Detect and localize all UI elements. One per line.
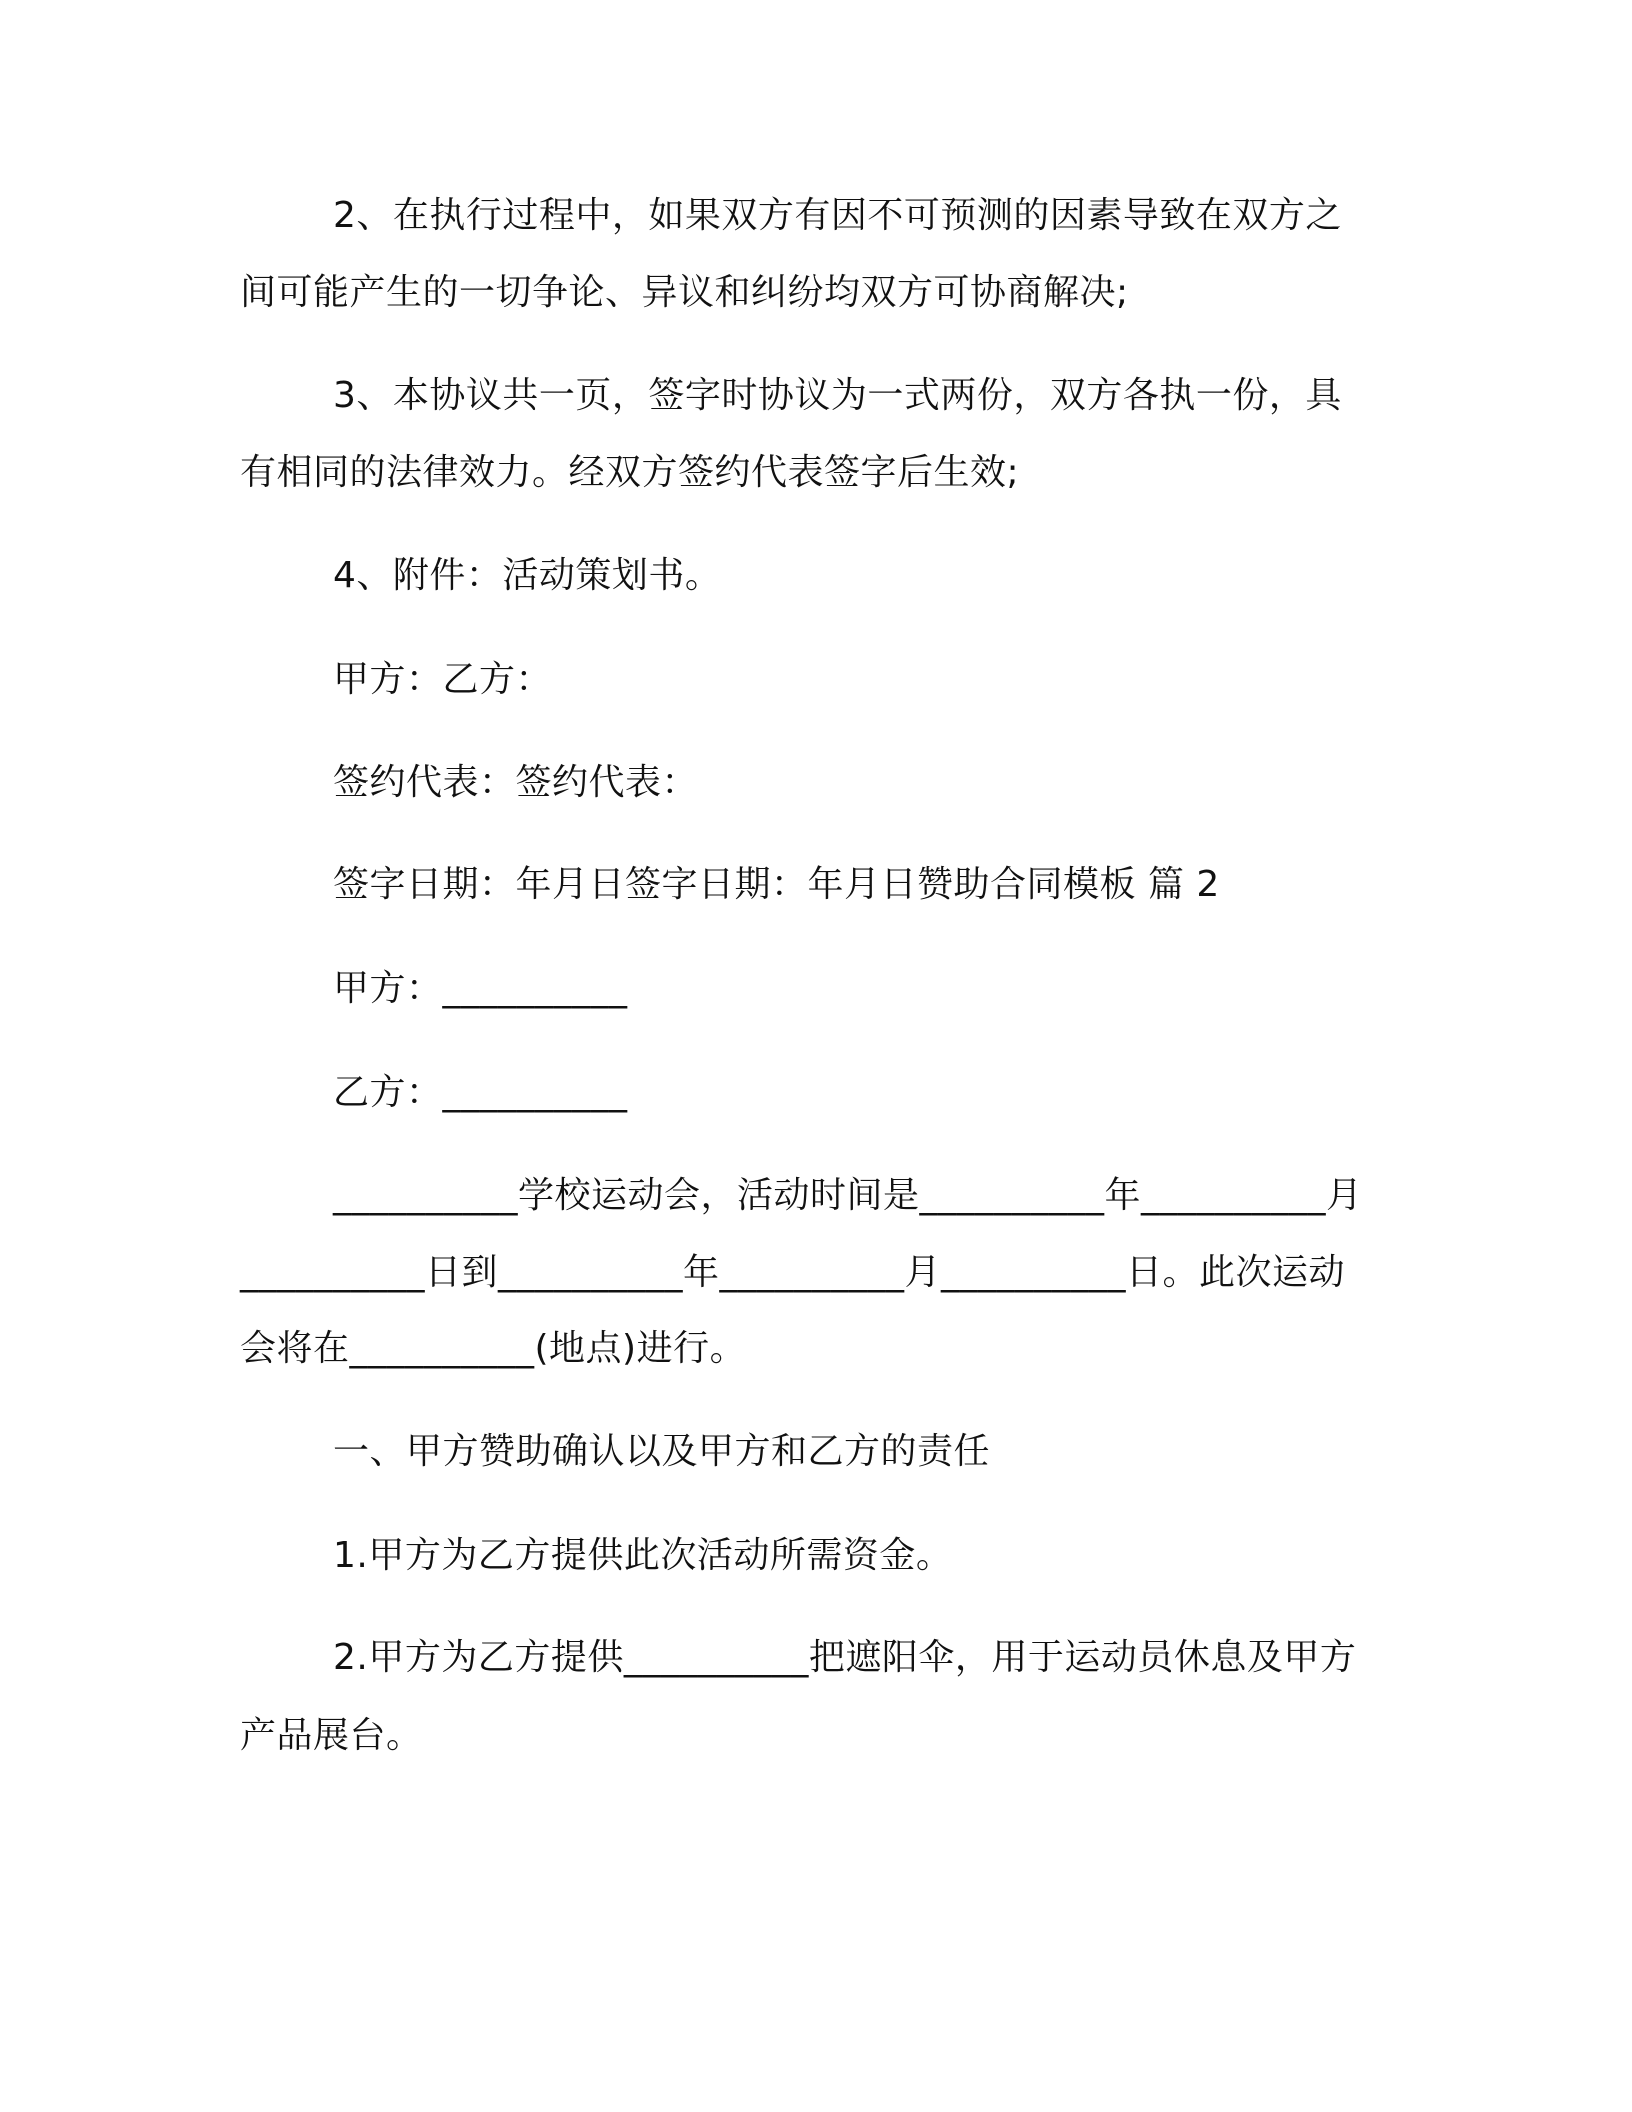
event-line-2: __________日到__________年__________月__________日。此次运动 [240,1252,1346,1293]
party-b-field: 乙方：__________ [333,1072,628,1113]
clause-3-line-2: 有相同的法律效力。经双方签约代表签字后生效; [240,452,1020,493]
section-1-heading: 一、甲方赞助确认以及甲方和乙方的责任 [333,1431,991,1472]
clause-2-line-1: 2、在执行过程中，如果双方有因不可预测的因素导致在双方之 [333,195,1342,236]
event-line-1: __________学校运动会，活动时间是__________年__________月 [333,1175,1363,1216]
item-1-line: 1.甲方为乙方提供此次活动所需资金。 [333,1535,953,1576]
clause-2-line-2: 间可能产生的一切争论、异议和纠纷均双方可协商解决; [240,272,1129,313]
sign-date-line: 签字日期：年月日签字日期：年月日赞助合同模板 篇 2 [333,864,1220,905]
event-line-3: 会将在__________(地点)进行。 [240,1328,747,1369]
clause-4-attachment: 4、附件：活动策划书。 [333,555,722,596]
item-2-line-2: 产品展台。 [240,1715,423,1756]
clause-3-line-1: 3、本协议共一页，签字时协议为一式两份，双方各执一份，具 [333,375,1342,416]
item-2-line-1: 2.甲方为乙方提供__________把遮阳伞，用于运动员休息及甲方 [333,1637,1357,1678]
representatives-line: 签约代表：签约代表： [333,762,699,803]
party-a-field: 甲方：__________ [333,968,628,1009]
parties-line: 甲方：乙方： [333,659,553,700]
